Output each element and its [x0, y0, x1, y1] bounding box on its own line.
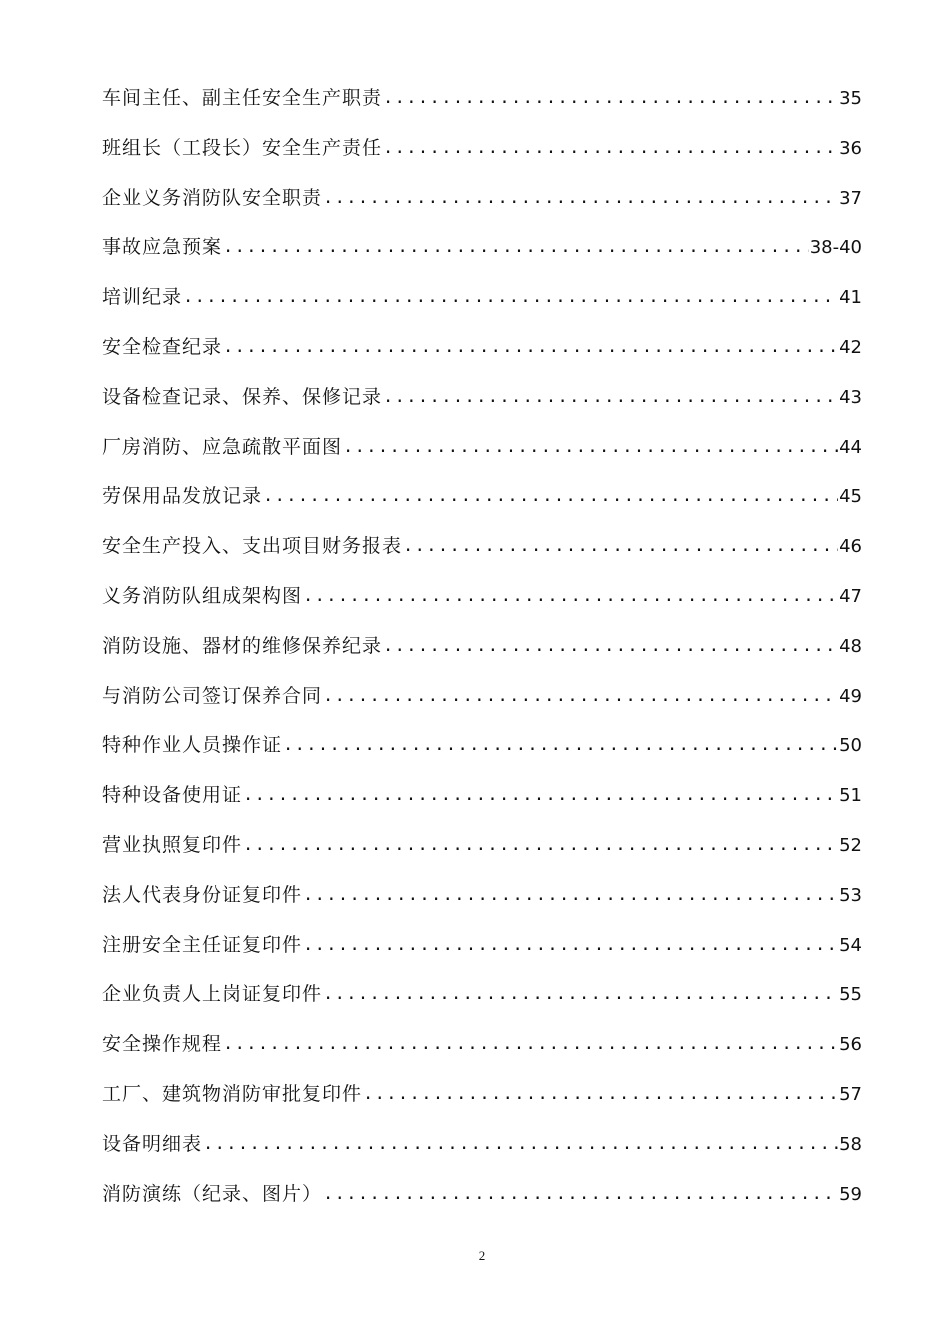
toc-entry-page: 59	[839, 1183, 862, 1205]
toc-entry-title: 厂房消防、应急疏散平面图	[102, 435, 343, 458]
toc-dot-leader	[223, 1020, 838, 1070]
toc-entry[interactable]	[102, 124, 862, 174]
toc-entry[interactable]	[102, 423, 862, 473]
toc-entry-page: 44	[839, 436, 862, 458]
toc-entry-title: 安全操作规程	[102, 1033, 223, 1056]
toc-dot-leader	[323, 672, 838, 722]
toc-entry[interactable]	[102, 1020, 862, 1070]
toc-dot-leader	[303, 921, 838, 971]
toc-entry-title: 义务消防队组成架构图	[102, 584, 303, 607]
toc-entry-page: 51	[839, 785, 862, 807]
toc-entry[interactable]	[102, 472, 862, 522]
toc-entry[interactable]	[102, 1170, 862, 1220]
toc-entry-title: 注册安全主任证复印件	[102, 933, 303, 956]
toc-entry[interactable]	[102, 373, 862, 423]
toc-entry-page: 37	[839, 187, 862, 209]
toc-entry[interactable]	[102, 821, 862, 871]
table-of-contents	[102, 74, 862, 1219]
toc-entry-title: 营业执照复印件	[102, 833, 243, 856]
toc-entry-page: 58	[839, 1133, 862, 1155]
toc-entry-page: 42	[839, 336, 862, 358]
toc-dot-leader	[283, 721, 838, 771]
toc-entry-page: 43	[839, 386, 862, 408]
toc-entry-page: 55	[839, 984, 862, 1006]
toc-entry[interactable]	[102, 622, 862, 672]
toc-dot-leader	[323, 174, 838, 224]
toc-entry-page: 56	[839, 1034, 862, 1056]
toc-entry-title: 车间主任、副主任安全生产职责	[102, 87, 383, 109]
toc-entry[interactable]	[102, 871, 862, 921]
toc-entry-title: 特种作业人员操作证	[102, 734, 283, 757]
toc-entry-title: 企业义务消防队安全职责	[102, 186, 323, 209]
toc-entry-title: 事故应急预案	[102, 236, 223, 259]
toc-entry-title: 法人代表身份证复印件	[102, 883, 303, 906]
toc-dot-leader	[203, 1120, 838, 1170]
toc-dot-leader	[383, 74, 838, 124]
toc-entry-title: 消防设施、器材的维修保养纪录	[102, 634, 383, 657]
toc-dot-leader	[223, 223, 809, 273]
toc-dot-leader	[303, 572, 838, 622]
toc-entry-page: 48	[839, 635, 862, 657]
toc-dot-leader	[263, 472, 838, 522]
toc-entry[interactable]	[102, 1120, 862, 1170]
toc-entry-title: 培训纪录	[102, 286, 183, 309]
toc-entry-page: 45	[839, 486, 862, 508]
page-number: 2	[478, 1248, 486, 1263]
toc-dot-leader	[243, 821, 838, 871]
toc-dot-leader	[183, 273, 838, 323]
toc-entry[interactable]	[102, 174, 862, 224]
toc-dot-leader	[303, 871, 838, 921]
toc-entry[interactable]	[102, 572, 862, 622]
toc-dot-leader	[243, 771, 838, 821]
toc-dot-leader	[383, 124, 838, 174]
toc-dot-leader	[323, 1170, 838, 1220]
toc-entry-page: 46	[839, 536, 862, 558]
toc-entry-page: 50	[839, 735, 862, 757]
toc-entry-title: 消防演练（纪录、图片）	[102, 1182, 323, 1205]
toc-entry-title: 工厂、建筑物消防审批复印件	[102, 1082, 363, 1105]
toc-entry-title: 与消防公司签订保养合同	[102, 684, 323, 707]
toc-entry-title: 安全生产投入、支出项目财务报表	[102, 535, 403, 558]
toc-entry[interactable]	[102, 970, 862, 1020]
toc-entry[interactable]	[102, 721, 862, 771]
toc-dot-leader	[363, 1070, 838, 1120]
toc-entry-page: 47	[839, 585, 862, 607]
toc-dot-leader	[403, 522, 838, 572]
toc-entry-page: 36	[839, 137, 862, 159]
toc-entry-title: 班组长（工段长）安全生产责任	[102, 136, 383, 159]
toc-entry-title: 特种设备使用证	[102, 784, 243, 807]
toc-entry-page: 53	[839, 884, 862, 906]
toc-entry-page: 38-40	[809, 237, 862, 259]
toc-entry-page: 54	[839, 934, 862, 956]
toc-dot-leader	[383, 373, 838, 423]
toc-entry[interactable]	[102, 1070, 862, 1120]
toc-entry-title: 设备检查记录、保养、保修记录	[102, 385, 383, 408]
toc-entry[interactable]	[102, 74, 862, 124]
toc-entry-page: 57	[839, 1083, 862, 1105]
toc-entry-page: 49	[839, 685, 862, 707]
toc-dot-leader	[223, 323, 838, 373]
toc-entry[interactable]	[102, 921, 862, 971]
toc-entry-title: 企业负责人上岗证复印件	[102, 983, 323, 1006]
toc-entry-page: 41	[839, 287, 862, 309]
toc-entry-title: 安全检查纪录	[102, 335, 223, 358]
toc-entry-page: 52	[839, 834, 862, 856]
toc-entry[interactable]	[102, 223, 862, 273]
toc-entry-title: 设备明细表	[102, 1132, 203, 1155]
toc-dot-leader	[323, 970, 838, 1020]
toc-entry[interactable]	[102, 672, 862, 722]
toc-entry[interactable]	[102, 771, 862, 821]
toc-entry-page: 35	[839, 88, 862, 109]
toc-entry[interactable]	[102, 323, 862, 373]
toc-entry[interactable]	[102, 522, 862, 572]
toc-entry[interactable]	[102, 273, 862, 323]
toc-entry-title: 劳保用品发放记录	[102, 485, 263, 508]
toc-dot-leader	[383, 622, 838, 672]
toc-dot-leader	[343, 423, 838, 473]
